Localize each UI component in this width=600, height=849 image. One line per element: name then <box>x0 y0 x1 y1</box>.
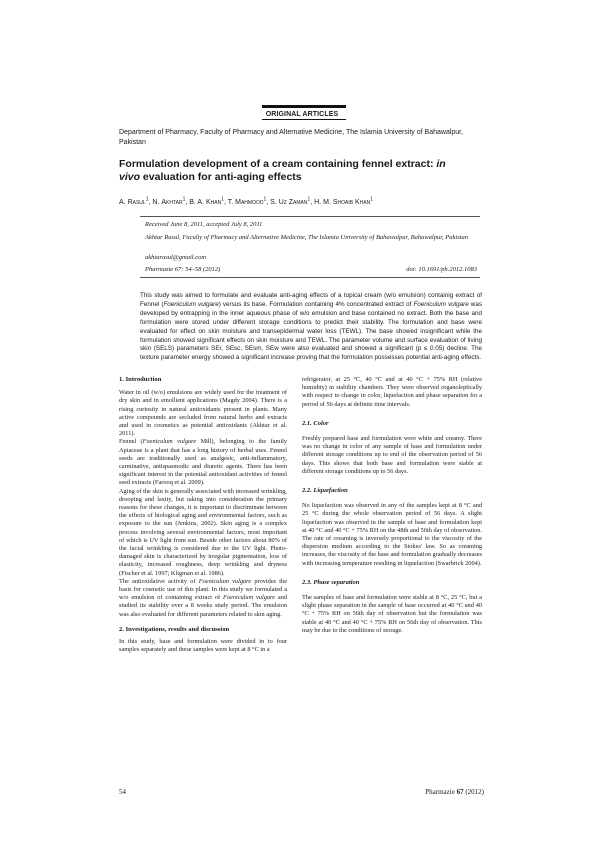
paragraph: Fennel (Foeniculum vulgare Mill), belonging to the family Apiaceae is a plant that has a long history of herbal uses. Fennel seeds are traditionally used as analgesic, anti-inflammatory, carminative, antispasmodic and diuretic agents. There has been significant interest in the potential antioxidant activities of fennel seed extracts (Farooq et al. 2009). <box>119 438 287 487</box>
section-label: ORIGINAL ARTICLES <box>265 111 339 118</box>
author: A. Rasul$^1$, <box>119 197 153 207</box>
author: N. Akhtar$^1$, <box>152 197 190 207</box>
journal-footer: Pharmazie 67 (2012) <box>425 788 484 796</box>
info-rule-bottom <box>140 277 480 278</box>
paragraph: Water in oil (w/o) emulsions are widely used for the treatment of dry skin and in emollient applications (Magdy 2004). There is a rising curiosity in natural antioxidants present in plants. Many active compounds are secluded from natural herbs and extracts and used in cosmetics as potential antioxidants (Akhtar et al. 2011). <box>119 389 287 438</box>
paragraph: Freshly prepared base and formulation were white and creamy. There was no change in color of any sample of base and formulation under different storage conditions up to end of the observation period of 56 days. This shows that both base and formulation were stable at different storage conditions up to 56 days. <box>302 435 482 475</box>
doi[interactable]: doi: 10.1691/ph.2012.1083 <box>406 266 477 273</box>
subsection-heading: 2.1. Color <box>302 419 329 427</box>
paragraph: The samples of base and formulation were stable at 8 °C, 25 °C, but a slight phase separation in the sample of base occurred at 40 °C and 40 °C + 75% RH on 56th day of observation but the formulation was stable at 40 °C and 40 °C + 75% RH on 56th day of observation. This may be due to the conditions of storage. <box>302 594 482 634</box>
paragraph: The antioxidative activity of Foeniculum vulgare provides the basis for cosmetic use of this plant. In this study we formulated a w/o emulsion of containing extract of Foeniculum vulgare and studied its stability over a 8 weeks study period. The emulsion was also evaluated for different parameters related to skin aging. <box>119 577 287 618</box>
author-list <box>119 197 479 206</box>
page-number: 54 <box>119 788 126 796</box>
abstract: This study was aimed to formulate and evaluate anti-aging effects of a topical cream (w/o emulsion) containig extract of Fennel (Foeniculum vulgare) versus its base. Formulation containing 4% concentrated extract of Foeniculum vulgare was developed by entrapping in the inner aqueous phase of w/o emulsion and base contained no extract. Both the base and formulation were stored under different storage conditions to predict their stability. The formulation and base were evaluated for effect on skin moisture and transepidermal water loss (TEWL). The base showed insignificant while the formulation showed significant effects on skin moisture and TEWL. The parameter volume and surface evaluation of living skin (SELS) parameters SEr, SEsc, SEsm, SEw were also evaluated and showed a significant (p ≤ 0.05) decline. The texture parameter energy showed a significant increase proving that the formulation possesses potential anti-aging effects. <box>140 292 483 362</box>
title-tail: evaluation for anti-aging effects <box>140 171 302 183</box>
paragraph: Aging of the skin is generally associated with increased wrinkling, drooping and laxity, but taking into consideration the primary reasons for these changes, it is important to discriminate between the effects of biological aging and environmental factors, such as exposure to the sun (Jenkins, 2002). Skin aging is a complex process involving several environmental factors, most important of which is UV light from sun. Beside other factors about 80% of the facial wrinkling is considered due to the UV light. Photo-damaged skin is characterized by irregular pigmentation, loss of elasticity, increased roughness, deep wrinkling and dryness (Fischer et al. 1997; Kligman et al. 1986). <box>119 487 287 577</box>
paragraph: No liquefaction was observed in any of the samples kept at 8 °C and 25 °C during the whole observation period of 56 days. A slight liquefaction was observed in the sample of base and formulation kept at 40 °C and 40 °C + 75% RH on the 48th and 56th day of observation. The rate of creaming is inversely proportional to the viscosity of the dispersion medium according to the Stokes' law. So as creaming increases, the viscosity of the base and formulation gradually decreases with increasing temperature resulting in liquefaction (Swarbrick 2004). <box>302 502 482 567</box>
subsection-heading: 2.3. Phase separation <box>302 578 360 586</box>
received-date: Received June 8, 2011, accepted July 8, 2011 <box>145 221 263 228</box>
left-column <box>119 376 287 655</box>
correspondence-address: Akhtar Rasul, Faculty of Pharmacy and Alternative Medicine, The Islamia University of Bahawalpur, Bahawalpur, Pakistan <box>145 234 469 241</box>
author: H. M. Shoaib Khan$^1$ <box>314 197 374 207</box>
header-rule-bottom <box>262 119 346 120</box>
author: S. Uz Zaman$^1$, <box>270 197 315 207</box>
subsection-heading: 2.2. Liquefaction <box>302 487 348 495</box>
title-main: Formulation development of a cream containing fennel extract: <box>119 158 437 170</box>
correspondence-email[interactable]: akhtarasul@gmail.com <box>145 254 207 261</box>
article-title <box>119 158 469 184</box>
info-rule-top <box>140 216 480 217</box>
author: B. A. Khan$^1$, <box>189 197 228 207</box>
title-italic: in vivo <box>119 158 446 183</box>
affiliation: Department of Pharmacy, Faculty of Pharmacy and Alternative Medicine, The Islamia University of Bahawalpur, Pakistan <box>119 129 464 146</box>
section-heading: 2. Investigations, results and discussion <box>119 625 230 633</box>
author: T. Mahmood$^1$, <box>227 197 271 207</box>
header-rule-top <box>262 105 346 108</box>
paragraph: refrigerator, at 25 °C, 40 °C and at 40 °C + 75% RH (relative humidity) in stability chambers. They were observed organoleptically with respect to change in color, liquefaction and phase separation for a period of 56 days at definite time intervals. <box>302 376 482 408</box>
paragraph: In this study, base and formulation were divided in to four samples separately and these samples were kept at 8 °C in a <box>119 638 287 654</box>
section-heading: 1. Introduction <box>119 376 162 383</box>
right-column <box>302 376 482 635</box>
citation: Pharmazie 67: 54–58 (2012) <box>145 266 221 273</box>
